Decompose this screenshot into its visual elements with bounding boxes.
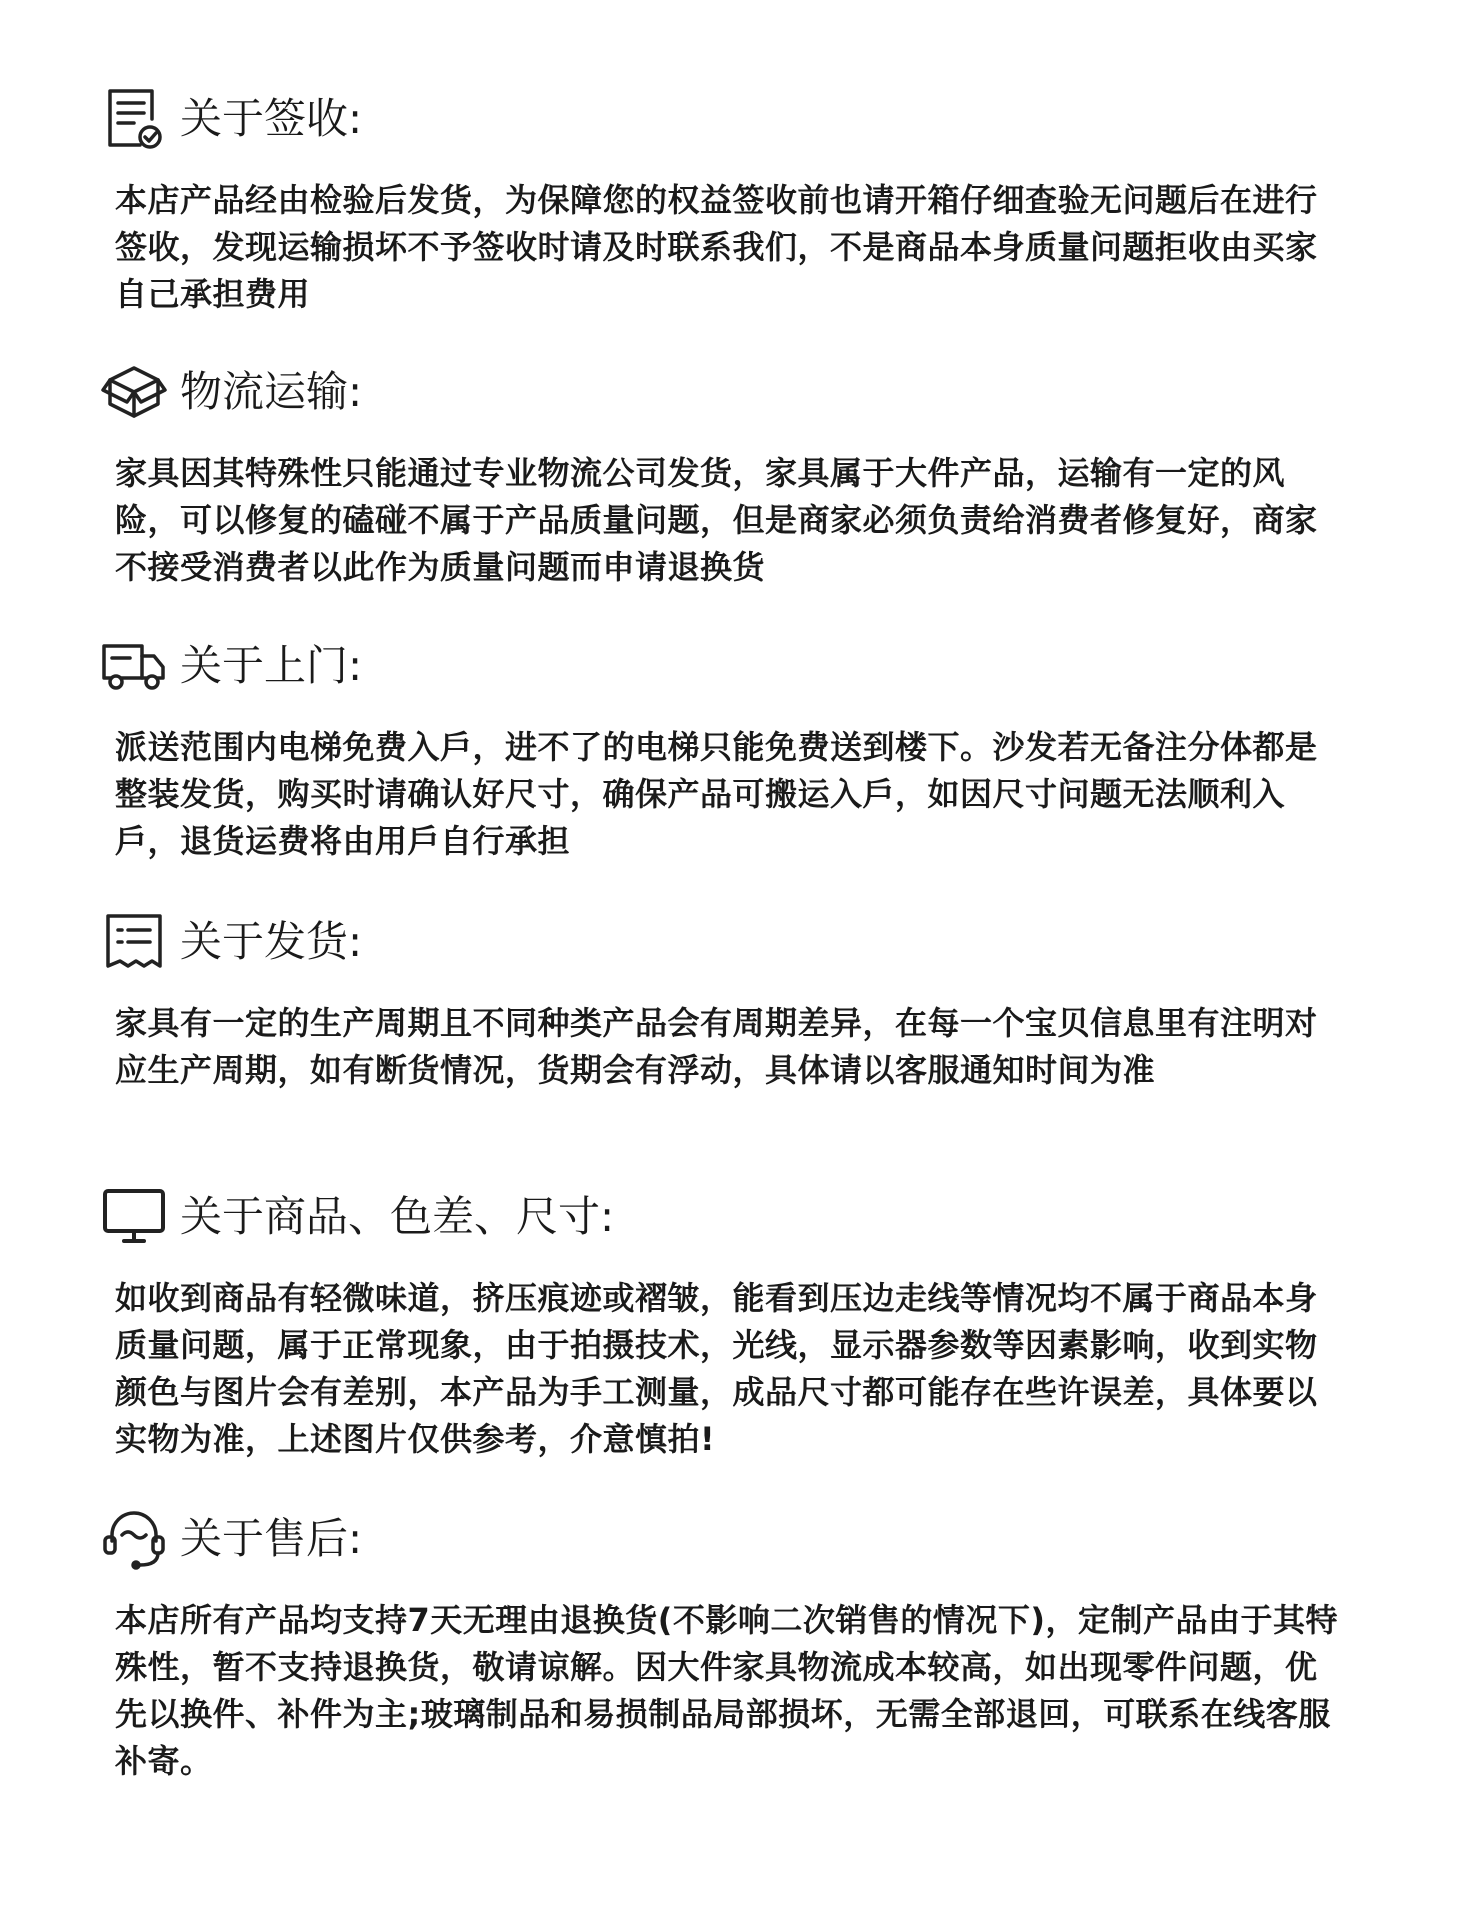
section-title: 物流运输: bbox=[180, 367, 363, 416]
section-header bbox=[100, 358, 1400, 438]
monitor-icon bbox=[100, 1183, 168, 1251]
section-text: 本店所有产品均支持7天无理由退换货(不影响二次销售的情况下)，定制产品由于其特殊性，暂不支持退换货，敬请谅解。因大件家具物流成本较高，如出现零件问题，优先以换件、补件为主;玻璃制品和易损制品局部损坏，无需全部退回，可联系在线客服补寄。 bbox=[115, 1601, 1339, 1780]
shipping-list-icon bbox=[100, 908, 168, 976]
section-header bbox=[100, 632, 1400, 712]
section-text: 派送范围内电梯免费入戶，进不了的电梯只能免费送到楼下。沙发若无备注分体都是整装发货，购买时请确认好尺寸，确保产品可搬运入戶，如因尺寸问题无法顺利入戶，退货运费将由用戶自行承担 bbox=[115, 728, 1318, 860]
section-header bbox=[100, 1183, 1400, 1263]
section-text: 家具因其特殊性只能通过专业物流公司发货，家具属于大件产品，运输有一定的风险，可以修复的磕碰不属于产品质量问题，但是商家必须负责给消费者修复好，商家不接受消费者以此作为质量问题而申请退换货 bbox=[115, 454, 1318, 586]
section-header bbox=[100, 85, 1400, 165]
section-header bbox=[100, 908, 1400, 988]
section-title: 关于商品、色差、尺寸: bbox=[180, 1192, 615, 1241]
package-box-icon bbox=[100, 358, 168, 426]
section-title: 关于售后: bbox=[180, 1514, 363, 1563]
receipt-check-icon bbox=[100, 85, 168, 153]
delivery-truck-icon bbox=[100, 632, 168, 700]
section-text: 家具有一定的生产周期且不同种类产品会有周期差异，在每一个宝贝信息里有注明对应生产周期，如有断货情况，货期会有浮动，具体请以客服通知时间为准 bbox=[115, 1004, 1318, 1089]
section-text: 如收到商品有轻微味道，挤压痕迹或褶皱，能看到压边走线等情况均不属于商品本身质量问题，属于正常现象，由于拍摄技术，光线，显示器参数等因素影响，收到实物颜色与图片会有差别，本产品为手工测量，成品尺寸都可能存在些许误差，具体要以实物为准，上述图片仅供参考，介意慎拍! bbox=[115, 1279, 1318, 1458]
headset-icon bbox=[100, 1505, 168, 1573]
section-header bbox=[100, 1505, 1400, 1585]
section-text: 本店产品经由检验后发货，为保障您的权益签收前也请开箱仔细查验无问题后在进行签收，发现运输损坏不予签收时请及时联系我们，不是商品本身质量问题拒收由买家自己承担费用 bbox=[115, 181, 1318, 313]
section-title: 关于上门: bbox=[180, 641, 363, 690]
section-title: 关于签收: bbox=[180, 94, 363, 143]
section-title: 关于发货: bbox=[180, 917, 363, 966]
